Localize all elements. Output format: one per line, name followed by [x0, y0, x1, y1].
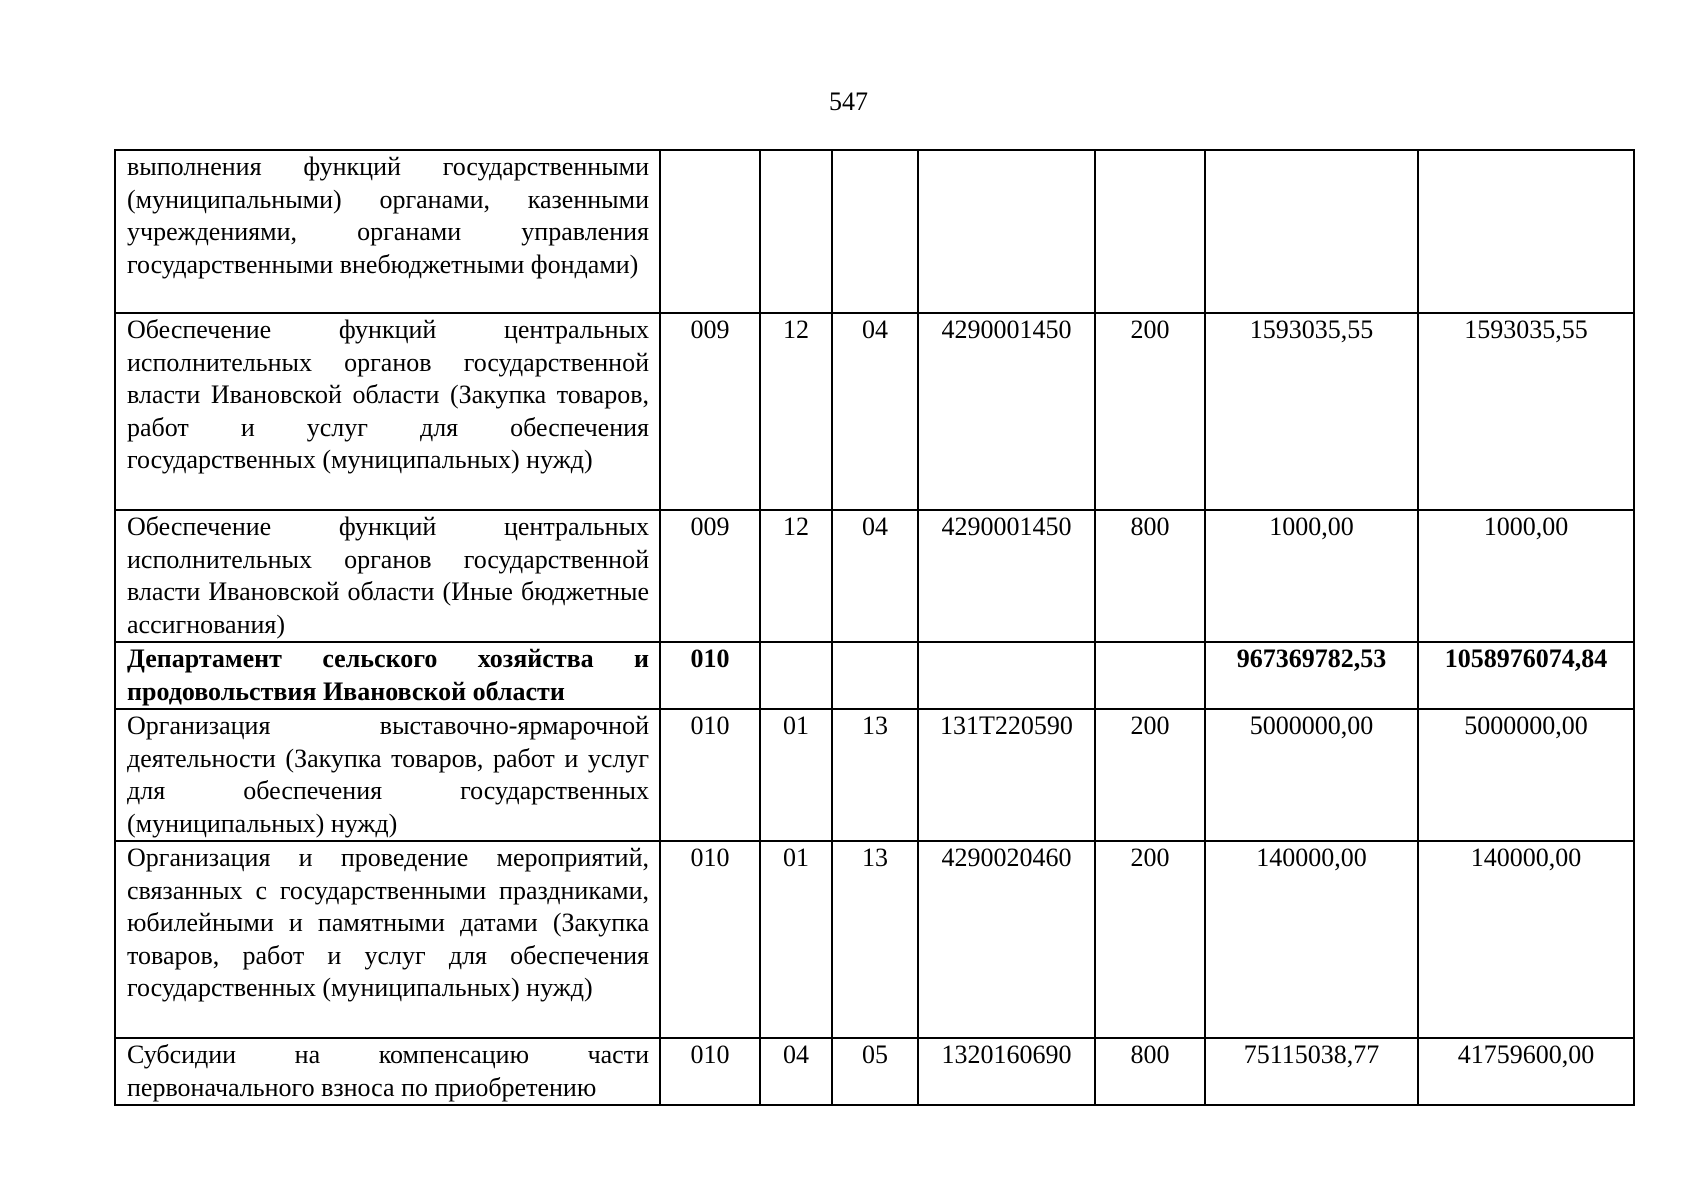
table-row — [115, 313, 1634, 510]
grbs-code: 010 — [660, 642, 760, 709]
row-description: Организация выставочно-ярмарочной деятельности (Закупка товаров, работ и услуг для обеспечения государственных (муниципальных) нужд) — [115, 709, 660, 841]
amount-year-2: 1000,00 — [1418, 510, 1634, 642]
section-code — [760, 642, 832, 709]
row-description: Обеспечение функций центральных исполнительных органов государственной власти Ивановской области (Иные бюджетные ассигнования) — [115, 510, 660, 642]
table-row — [115, 841, 1634, 1038]
target-article-code: 131Т220590 — [918, 709, 1095, 841]
row-description: Обеспечение функций центральных исполнительных органов государственной власти Ивановской области (Закупка товаров, работ и услуг для обеспечения государственных (муниципальных) нужд) — [115, 313, 660, 510]
subsection-code: 13 — [832, 841, 918, 1038]
expense-type-code: 800 — [1095, 510, 1205, 642]
grbs-code: 009 — [660, 313, 760, 510]
row-description: Организация и проведение мероприятий, связанных с государственными праздниками, юбилейными и памятными датами (Закупка товаров, работ и услуг для обеспечения государственных (муниципальных) нужд) — [115, 841, 660, 1038]
subsection-code — [832, 150, 918, 313]
amount-year-1: 140000,00 — [1205, 841, 1418, 1038]
target-article-code: 1320160690 — [918, 1038, 1095, 1105]
target-article-code: 4290001450 — [918, 313, 1095, 510]
section-code: 01 — [760, 709, 832, 841]
expense-type-code — [1095, 642, 1205, 709]
amount-year-1: 1000,00 — [1205, 510, 1418, 642]
expense-type-code: 200 — [1095, 841, 1205, 1038]
section-code: 12 — [760, 313, 832, 510]
row-description: Субсидии на компенсацию части первоначального взноса по приобретению — [115, 1038, 660, 1105]
expense-type-code: 800 — [1095, 1038, 1205, 1105]
expense-type-code: 200 — [1095, 709, 1205, 841]
table-row-department — [115, 642, 1634, 709]
page-number: 547 — [829, 87, 868, 116]
subsection-code: 04 — [832, 313, 918, 510]
grbs-code: 010 — [660, 1038, 760, 1105]
expense-type-code: 200 — [1095, 313, 1205, 510]
expense-type-code — [1095, 150, 1205, 313]
amount-year-2: 140000,00 — [1418, 841, 1634, 1038]
subsection-code: 04 — [832, 510, 918, 642]
amount-year-1: 75115038,77 — [1205, 1038, 1418, 1105]
budget-table — [114, 149, 1635, 1106]
subsection-code: 05 — [832, 1038, 918, 1105]
grbs-code: 010 — [660, 709, 760, 841]
section-code: 12 — [760, 510, 832, 642]
grbs-code — [660, 150, 760, 313]
row-description: выполнения функций государственными (муниципальными) органами, казенными учреждениями, органами управления государственными внебюджетными фондами) — [115, 150, 660, 313]
target-article-code — [918, 150, 1095, 313]
table-row — [115, 150, 1634, 313]
amount-year-1: 967369782,53 — [1205, 642, 1418, 709]
amount-year-2: 41759600,00 — [1418, 1038, 1634, 1105]
subsection-code: 13 — [832, 709, 918, 841]
target-article-code — [918, 642, 1095, 709]
table-row — [115, 709, 1634, 841]
amount-year-2: 1593035,55 — [1418, 313, 1634, 510]
grbs-code: 010 — [660, 841, 760, 1038]
amount-year-1 — [1205, 150, 1418, 313]
section-code: 04 — [760, 1038, 832, 1105]
amount-year-2: 5000000,00 — [1418, 709, 1634, 841]
amount-year-2 — [1418, 150, 1634, 313]
amount-year-1: 5000000,00 — [1205, 709, 1418, 841]
table-row — [115, 1038, 1634, 1105]
section-code — [760, 150, 832, 313]
table-row — [115, 510, 1634, 642]
section-code: 01 — [760, 841, 832, 1038]
row-description: Департамент сельского хозяйства и продовольствия Ивановской области — [115, 642, 660, 709]
amount-year-1: 1593035,55 — [1205, 313, 1418, 510]
target-article-code: 4290020460 — [918, 841, 1095, 1038]
grbs-code: 009 — [660, 510, 760, 642]
amount-year-2: 1058976074,84 — [1418, 642, 1634, 709]
subsection-code — [832, 642, 918, 709]
target-article-code: 4290001450 — [918, 510, 1095, 642]
